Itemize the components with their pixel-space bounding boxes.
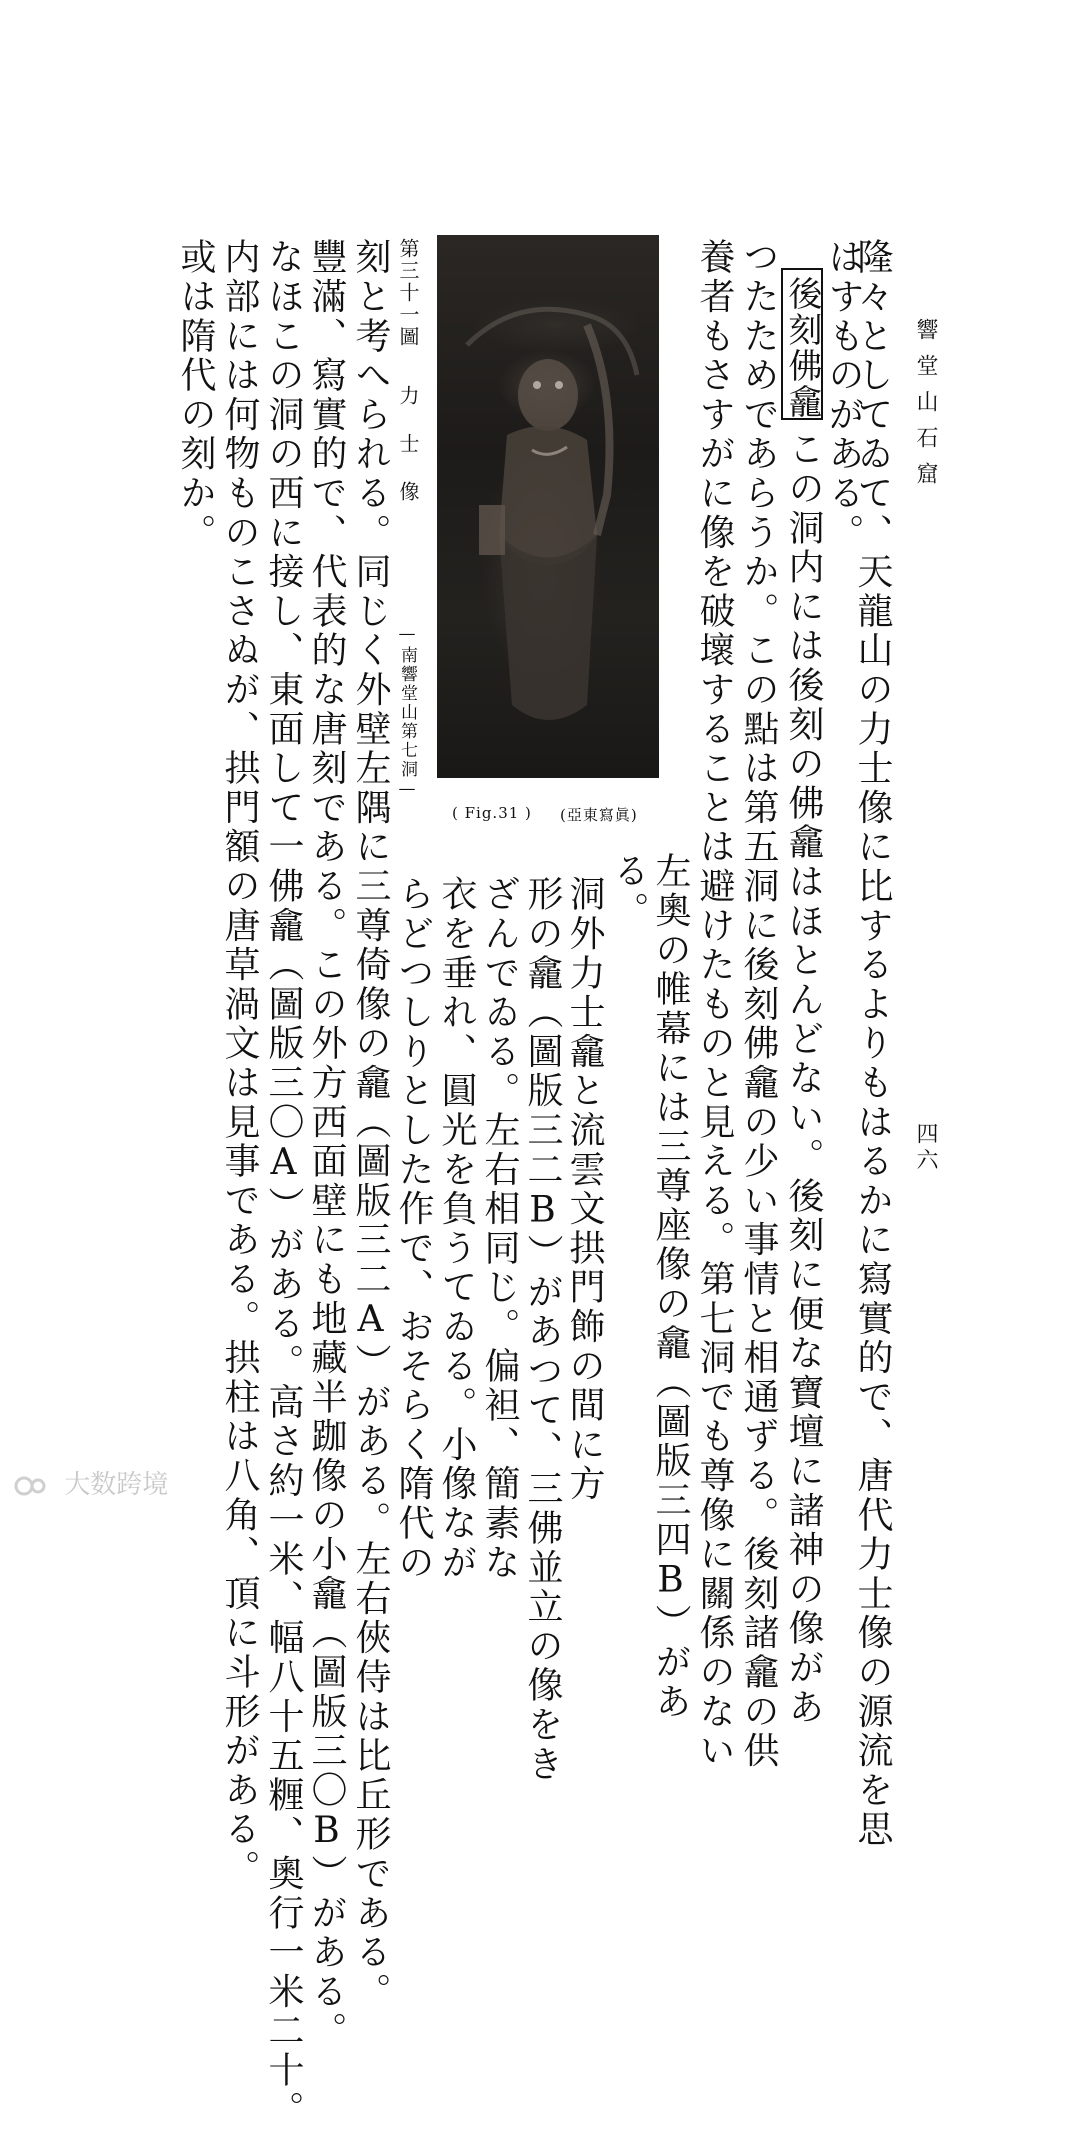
text-column-15: なほこの洞の西に接し、東面して一佛龕（圖版三〇A）がある。高さ約一米、幅八十五糎、奧行一米二十。: [263, 238, 304, 2129]
running-title: 響堂山石窟: [913, 318, 938, 498]
section-label: 後刻佛龕: [782, 276, 822, 420]
text-column-10: ざんでゐる。左右相同じ。偏袒、簡素な: [479, 875, 520, 1583]
text-column-13: 刻と考へられる。同じく外壁左隅に三尊倚像の龕（圖版三二A）がある。左右俠侍は比丘形である。: [350, 238, 391, 2012]
watermark-logo-icon: [14, 1473, 50, 1499]
text-column-16: 内部には何物ものこさぬが、拱門額の唐草渦文は見事である。拱柱は八角、頂に斗形がある。: [219, 238, 260, 1889]
text-column-12: らどつしりとした作で、おそらく隋代の: [393, 875, 434, 1583]
text-column-5: 養者もさすがに像を破壞することは避けたものと見える。第七洞でも尊像に關係のない: [694, 238, 735, 1771]
photo-credit: (亞東寫眞): [560, 806, 638, 824]
figure-caption-number: 第三十一圖: [396, 238, 420, 348]
section-label-box: [781, 268, 823, 420]
text-column-14: 豐滿、寫實的で、代表的な唐刻である。この外方西面壁にも地藏半跏像の小龕（圖版三〇B）がある。: [306, 238, 347, 2051]
text-column-4: つたためであらうか。この點は第五洞に後刻佛龕の少い事情と相通ずる。後刻諸龕の供: [738, 238, 779, 1771]
guardian-figure-image: [437, 235, 659, 778]
text-column-6: 左奧の帷幕には三尊座像の龕（圖版三四B）があ: [650, 852, 691, 1722]
text-column-1: 隆々としてゐて、天龍山の力士像に比するよりもはるかに寫實的で、唐代力士像の源流を思: [852, 238, 893, 1850]
text-column-17: 或は隋代の刻か。: [175, 238, 216, 553]
text-column-8: 洞外力士龕と流雲文拱門飾の間に方: [564, 875, 605, 1504]
page-number: 四六: [913, 1122, 938, 1174]
text-column-2: はすものがある。: [823, 238, 864, 553]
watermark-text: 大数跨境: [64, 1470, 169, 1500]
text-column-7: る。: [608, 852, 649, 931]
text-column-3: この洞内には後刻の佛龕はほとんどない。後刻に便な寶壇に諸神の像があ: [783, 430, 824, 1727]
statue-photo: [437, 235, 659, 778]
figure-caption-title: 力士像: [396, 385, 420, 529]
text-column-9: 形の龕（圖版三二B）があつて、三佛並立の像をき: [522, 875, 563, 1784]
figure-label: ( Fig.31 ): [452, 804, 532, 822]
figure-caption-source: —南響堂山第七洞—: [397, 624, 417, 801]
watermark: [14, 1464, 168, 1501]
text-column-11: 衣を垂れ、圓光を負うてゐる。小像なが: [436, 875, 477, 1583]
